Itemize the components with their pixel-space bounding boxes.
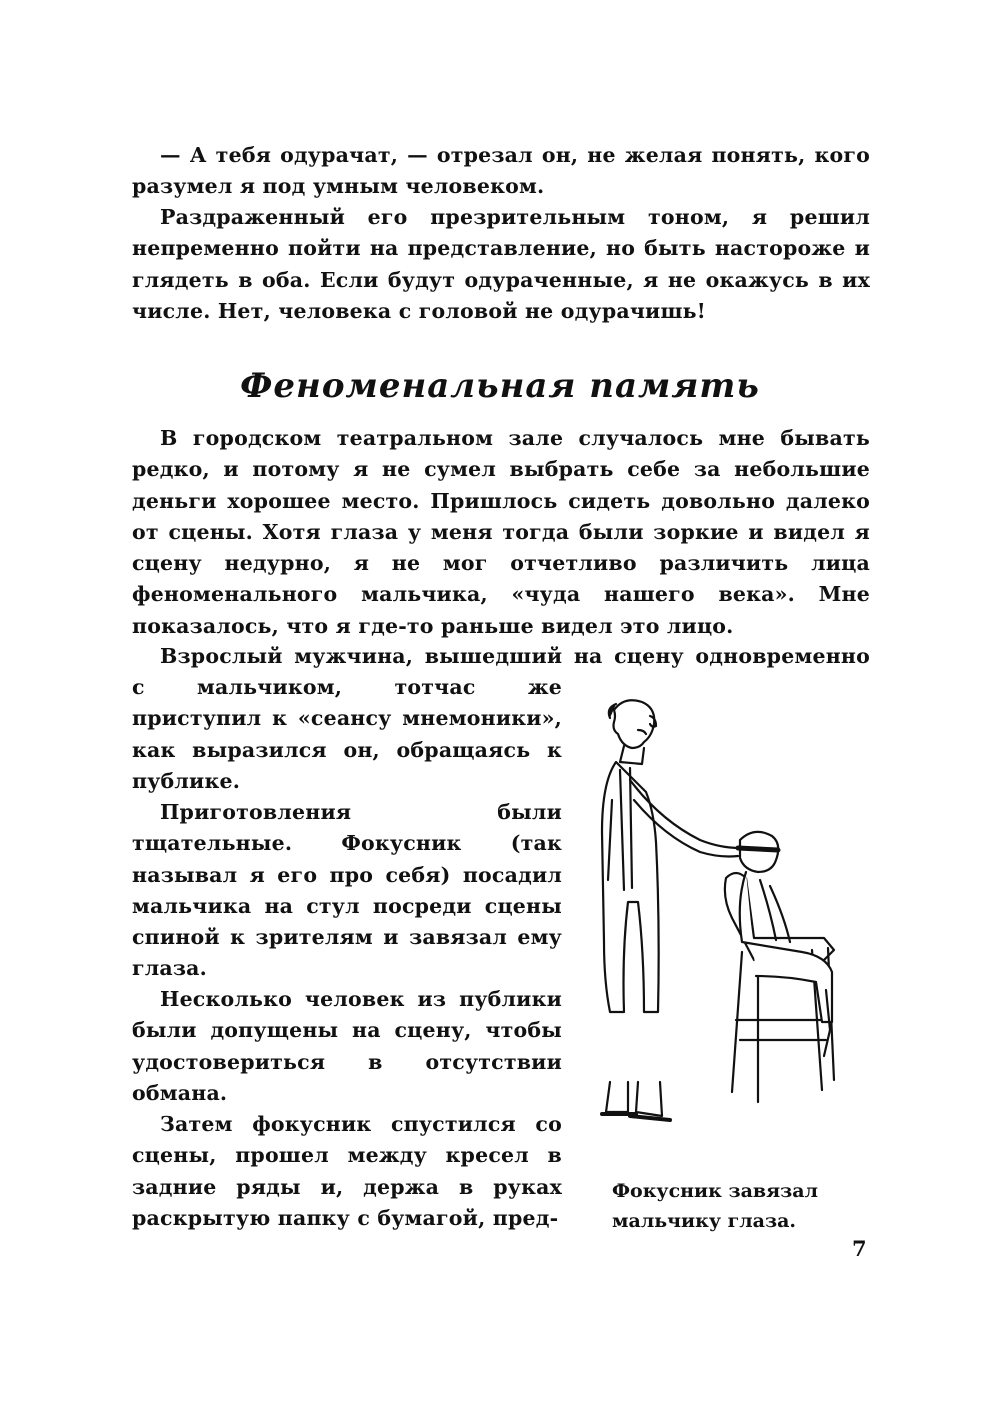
paragraph-section-2-first-line: Взрослый мужчина, вышедший на сцену одновременно [160,644,870,668]
paragraph-intro-1: — А тебя одурачат, — отрезал он, не желая понять, кого разумел я под умным человеком. [132,143,870,199]
caption-line-1: Фокусник завязал [612,1180,818,1202]
paragraph-section-5: Затем фокусник спустился со сцены, прошел между кресел в задние ряды и, держа в руках раскрытую папку с бумагой, пред- [132,1112,562,1230]
figure-caption [612,1176,852,1236]
section-title: Феноменальная память [240,366,760,406]
paragraph-section-3: Приготовления были тщательные. Фокусник (так называл я его про себя) посадил мальчика на стул посреди сцены спиной к зрителям и завязал ему глаза. [132,800,562,981]
paragraph-intro-2: Раздраженный его презрительным тоном, я решил непременно пойти на представление, но быть настороже и глядеть в оба. Если будут одураченные, я не окажусь в их числе. Нет, человека с головой не одурачишь! [132,205,870,323]
man-head [614,700,655,748]
paragraph-section-1: В городском театральном зале случалось мне бывать редко, и потому я не сумел выбрать себе за небольшие деньги хорошее место. Пришлось сидеть довольно далеко от сцены. Хотя глаза у меня тогда были зоркие и видел я сцену недурно, я не мог отчетливо различить лица феноменального мальчика, «чуда нашего века». Мне показалось, что я где-то раньше видел это лицо. [132,426,870,638]
illustration-magician-blindfolding-boy [590,690,870,1150]
caption-line-2: мальчику глаза. [612,1210,797,1232]
page-number: 7 [852,1236,867,1261]
paragraph-section-4: Несколько человек из публики были допущены на сцену, чтобы удостовериться в отсутствии обмана. [132,987,562,1105]
paragraph-section-2-rest: с мальчиком, тотчас же приступил к «сеансу мнемоники», как выразился он, обращаясь к публике. [132,675,562,793]
